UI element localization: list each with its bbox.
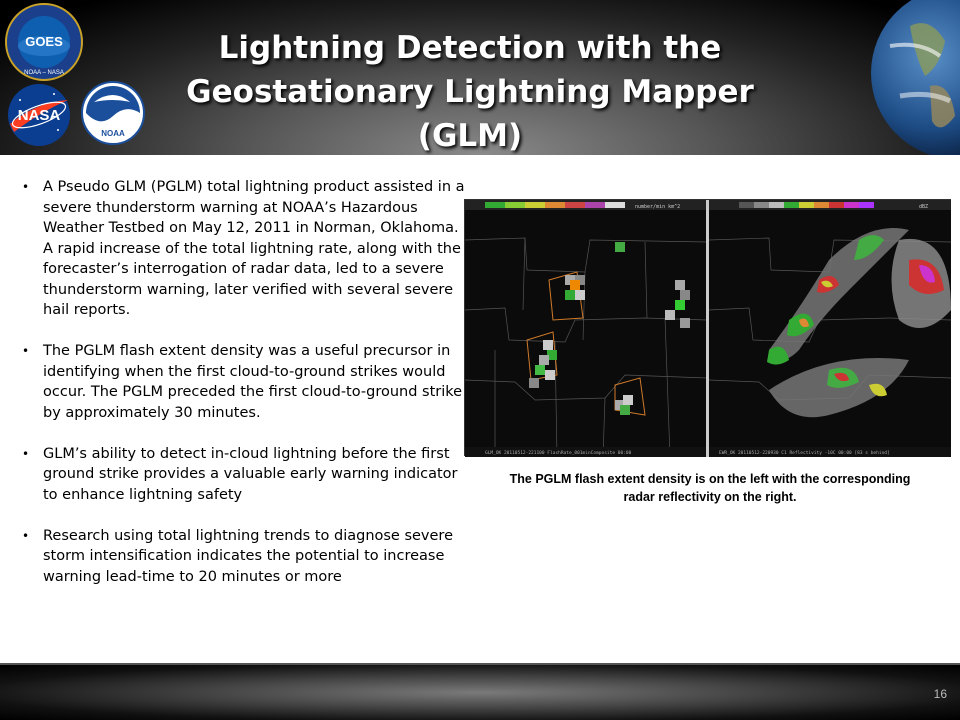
goes-r-logo [4, 2, 84, 82]
bullet-text: The PGLM flash extent density was a useful precursor in identifying when the first cloud-to-ground strikes would occur. The PGLM preceded the first cloud-to-ground strike by approximately 30 minutes. [43, 343, 463, 421]
bullet-dot-icon: • [22, 344, 30, 358]
nasa-logo-text: NASA [17, 107, 61, 124]
right-colorbar-unit: dBZ [919, 204, 929, 210]
left-colorbar-unit: number/min km^2 [635, 204, 681, 210]
left-colorbar [485, 202, 625, 208]
right-colorbar [739, 202, 874, 208]
bullet-text: Research using total lightning trends to diagnose severe storm intensification indicates the potential to increase warning lead-time to 20 minutes or more [43, 527, 454, 585]
radar-figure [464, 199, 951, 456]
earth-image [870, 0, 960, 155]
bullet-item [22, 341, 467, 423]
slide-content [0, 155, 960, 663]
bullet-list [22, 177, 467, 608]
bullet-item [22, 444, 467, 506]
bullet-dot-icon: • [22, 446, 30, 461]
bullet-item [22, 177, 467, 321]
title-line-1: Lightning Detection with the [218, 30, 722, 66]
noaa-logo [80, 80, 146, 146]
title-line-2: Geostationary Lightning Mapper (GLM) [186, 74, 754, 154]
bullet-item [22, 526, 467, 588]
nasa-logo [6, 82, 72, 148]
bullet-text: GLM’s ability to detect in-cloud lightning before the first ground strike provides a valuable early warning indicator to enhance lightning safety [43, 445, 458, 503]
bullet-dot-icon: • [22, 528, 30, 543]
slide-header [0, 0, 960, 155]
figure-caption: The PGLM flash extent density is on the left with the corresponding radar reflectivity on the right. [509, 472, 911, 504]
goes-logo-bottom-text: NOAA – NASA [24, 70, 64, 76]
right-map-footer: EWR_OK 20110512-220930 C1 Reflectivity -10C 00:00 [83 s behind] [719, 451, 890, 456]
bullet-dot-icon: • [22, 180, 30, 194]
left-map-footer: GLM_OK 20110512-221100 FlashRate_001minComposite 00:00 [485, 451, 632, 456]
pglm-flash-density-map [465, 200, 707, 457]
goes-logo-text: GOES [25, 34, 63, 49]
bullet-text: A Pseudo GLM (PGLM) total lightning product assisted in a severe thunderstorm warning at NOAA’s Hazardous Weather Testbed on May 12, 2011 in Norman, Oklahoma. A rapid increase of the total lightning rate, along with the forecaster’s interrogation of radar data, led to a severe thunderstorm warning, later verified with several severe hail reports. [43, 179, 465, 318]
page-number: 16 [933, 687, 947, 701]
slide-footer [0, 663, 960, 720]
slide-title [140, 26, 800, 155]
noaa-logo-text: NOAA [101, 129, 125, 138]
radar-reflectivity-map [709, 200, 951, 457]
